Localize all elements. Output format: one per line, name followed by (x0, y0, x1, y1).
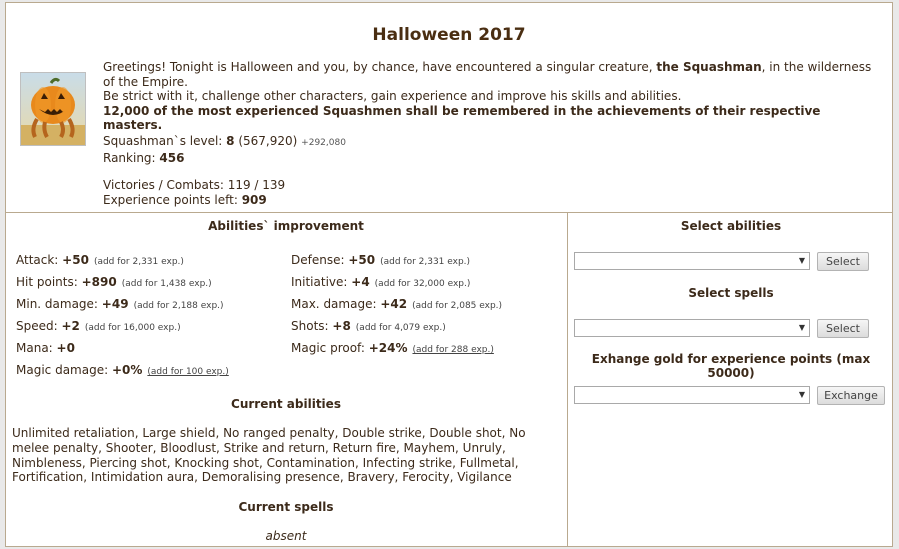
ability-mana (16, 341, 75, 355)
level-value: 8 (226, 134, 235, 148)
ability-value: +42 (380, 297, 408, 311)
ability-value: +49 (101, 297, 129, 311)
intro-line3: 12,000 of the most experienced Squashmen shall be remembered in the achievements of their respective masters. (103, 103, 821, 132)
ability-value: +4 (351, 275, 370, 289)
select-spells-title: Select spells (688, 286, 774, 300)
creature-name: the Squashman (656, 60, 762, 74)
ability-defense (291, 253, 470, 267)
level-label: Squashman`s level: (103, 134, 227, 148)
ability-value: +50 (62, 253, 89, 267)
squashman-avatar (20, 72, 86, 146)
add-exp-text: (add for 1,438 exp.) (121, 279, 212, 289)
add-exp-link[interactable]: (add for 100 exp.) (147, 367, 229, 377)
level-exp: (567,920) (234, 134, 298, 148)
add-exp-link[interactable]: (add for 288 exp.) (412, 345, 494, 355)
ability-label: Shots: (291, 319, 333, 333)
exchange-select[interactable] (574, 386, 810, 404)
ability-initiative (291, 275, 470, 289)
select-spells-button[interactable]: Select (817, 319, 869, 338)
ability-hit-points (16, 275, 212, 289)
ability-label: Magic proof: (291, 341, 369, 355)
victories-combats: Victories / Combats: 119 / 139 (103, 178, 286, 192)
ability-value: +0 (56, 341, 75, 355)
ability-speed (16, 319, 181, 333)
page-title: Halloween 2017 (372, 25, 526, 45)
select-abilities-title: Select abilities (680, 219, 782, 233)
add-exp-text: (add for 2,188 exp.) (133, 301, 224, 311)
exchange-gold-title: Exhange gold for experience points (max 50000) (591, 352, 871, 380)
ranking-value: 456 (159, 150, 185, 165)
ability-min-damage (16, 297, 224, 311)
add-exp-text: (add for 4,079 exp.) (355, 323, 446, 333)
add-exp-text: (add for 2,331 exp.) (380, 257, 471, 267)
ability-max-damage (291, 297, 502, 311)
level-stats (103, 134, 346, 165)
ability-value: +0% (111, 363, 143, 377)
ranking-label: Ranking: (103, 150, 160, 165)
intro-line1-post: , in the wilderness of the Empire. (103, 60, 872, 89)
ability-value: +890 (81, 275, 117, 289)
select-abilities-button[interactable]: Select (817, 252, 869, 271)
ability-value: +2 (61, 319, 80, 333)
exp-left-label: Experience points left: (103, 192, 242, 207)
current-abilities-title: Current abilities (231, 397, 341, 411)
level-next-exp: +292,080 (301, 138, 346, 148)
pumpkin-squashman-icon (21, 73, 85, 145)
ability-magic-damage (16, 363, 229, 377)
main-frame (5, 2, 893, 547)
ability-label: Speed: (16, 319, 62, 333)
add-exp-text: (add for 16,000 exp.) (84, 323, 181, 333)
spells-select[interactable] (574, 319, 810, 337)
ability-value: +8 (332, 319, 351, 333)
ability-label: Attack: (16, 253, 63, 267)
current-spells-value: absent (265, 529, 307, 543)
ability-magic-proof (291, 341, 494, 355)
ability-value: +50 (348, 253, 376, 267)
abilities-select[interactable] (574, 252, 810, 270)
add-exp-text: (add for 32,000 exp.) (374, 279, 471, 289)
add-exp-text: (add for 2,085 exp.) (412, 301, 503, 311)
ability-label: Magic damage: (16, 363, 112, 377)
add-exp-text: (add for 2,331 exp.) (93, 257, 184, 267)
current-spells-title: Current spells (238, 500, 334, 514)
ability-value: +24% (368, 341, 408, 355)
horizontal-divider (6, 212, 892, 213)
current-abilities-list: Unlimited retaliation, Large shield, No ranged penalty, Double strike, Double shot, No melee penalty, Shooter, Bloodlust, Strike and return, Return fire, Mayhem, Unruly, Nimbleness, Piercing shot, Knocking shot, Contamination, Infecting strike, Fullmetal, Fortification, Intimidation aura, Demoralising presence, Bravery, Ferocity, Vigilance (12, 426, 526, 485)
ability-shots (291, 319, 446, 333)
intro-line1-pre: Greetings! Tonight is Halloween and you, by chance, have encountered a singular creature, (103, 60, 657, 74)
ability-attack (16, 253, 184, 267)
intro-line2: Be strict with it, challenge other characters, gain experience and improve his skills and abilities. (103, 89, 682, 103)
exp-left-value: 909 (241, 192, 267, 207)
ability-label: Hit points: (16, 275, 82, 289)
chevron-down-icon: ▼ (798, 256, 805, 265)
intro-text (103, 60, 883, 133)
chevron-down-icon: ▼ (798, 390, 805, 399)
ability-label: Min. damage: (16, 297, 102, 311)
ability-label: Mana: (16, 341, 57, 355)
ability-label: Defense: (291, 253, 349, 267)
abilities-improvement-title: Abilities` improvement (208, 219, 364, 233)
chevron-down-icon: ▼ (798, 323, 805, 332)
ability-label: Initiative: (291, 275, 352, 289)
combat-stats (103, 178, 285, 207)
ability-label: Max. damage: (291, 297, 381, 311)
exchange-button[interactable]: Exchange (817, 386, 885, 405)
